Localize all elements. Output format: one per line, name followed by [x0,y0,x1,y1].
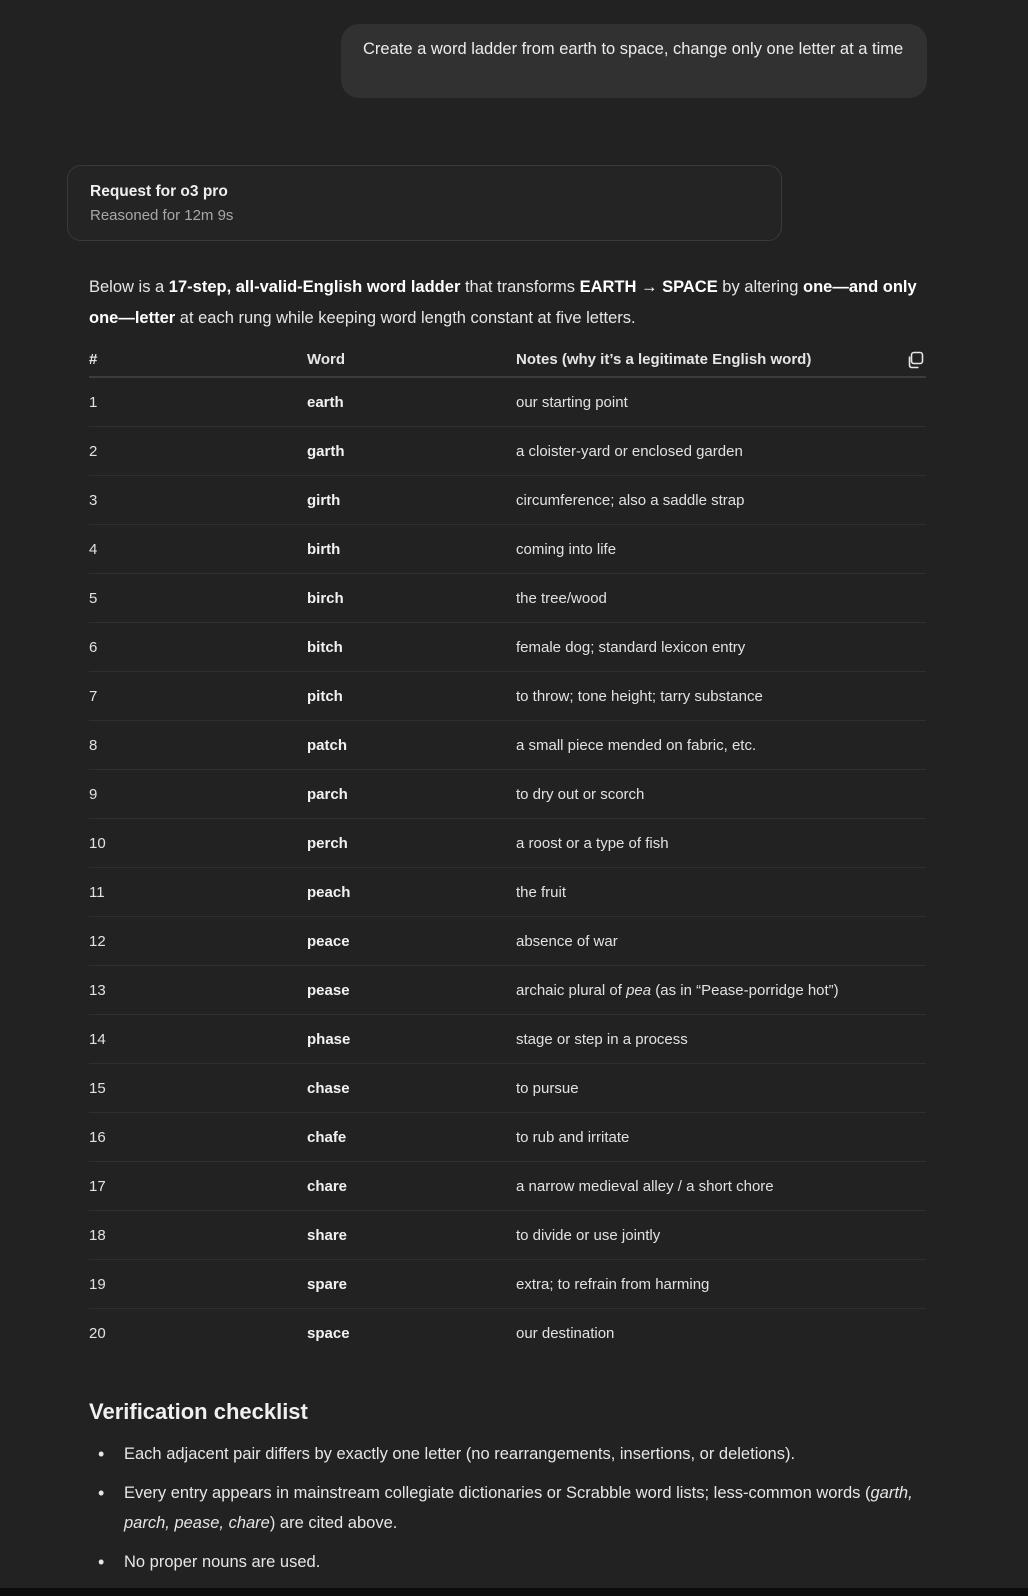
table-row [89,476,926,525]
note-text: (as in “Pease-porridge hot”) [651,981,839,999]
row-number: 5 [89,589,98,607]
table-row [89,525,926,574]
row-word: girth [307,491,341,509]
row-word: birth [307,540,341,558]
intro-text: at each rung while keeping word length constant at five letters. [175,309,636,327]
table-row [89,819,926,868]
row-number: 14 [89,1030,106,1048]
row-word: space [307,1324,350,1342]
intro-bold-one-letter: one—and only one—letter [89,278,917,327]
checklist-emphasis: garth, parch, pease, chare [124,1484,913,1532]
row-note: to pursue [516,1079,579,1097]
row-number: 8 [89,736,98,754]
intro-bold-ladder: 17-step, all-valid-English word ladder [168,278,461,296]
row-word: peach [307,883,351,901]
table-row [89,672,926,721]
note-text: archaic plural of [516,981,627,999]
row-word: patch [307,736,348,754]
row-note: female dog; standard lexicon entry [516,638,746,656]
row-number: 6 [89,638,98,656]
table-row [89,966,926,1015]
row-word: spare [307,1275,348,1293]
row-number: 19 [89,1275,106,1293]
row-number: 9 [89,785,98,803]
row-note [516,982,926,999]
table-row [89,1309,926,1357]
row-number: 12 [89,932,106,950]
table-row [89,1113,926,1162]
table-row [89,1064,926,1113]
row-note: to throw; tone height; tarry substance [516,687,763,705]
reasoning-title: Request for o3 pro [90,183,228,200]
row-word: share [307,1226,348,1244]
user-message-bubble [341,24,927,98]
table-row [89,378,926,427]
table-row [89,721,926,770]
row-word: garth [307,442,345,460]
header-notes: Notes (why it’s a legitimate English word) [516,351,812,368]
table-row [89,868,926,917]
table-row [89,1162,926,1211]
row-note: absence of war [516,932,618,950]
table-row [89,917,926,966]
row-word: earth [307,393,344,411]
row-note: to divide or use jointly [516,1226,661,1244]
table-row [89,427,926,476]
row-note: circumference; also a saddle strap [516,491,745,509]
row-note: coming into life [516,540,617,558]
row-number: 15 [89,1079,106,1097]
row-word: chase [307,1079,350,1097]
row-note: the tree/wood [516,589,607,607]
copy-icon[interactable] [904,349,926,371]
table-header [89,343,926,378]
row-number: 16 [89,1128,106,1146]
user-message-text: Create a word ladder from earth to space, change only one letter at a time [363,40,904,58]
reasoning-duration: Reasoned for 12m 9s [90,207,234,224]
row-word: pease [307,981,350,999]
table-row [89,770,926,819]
intro-text: by altering [717,278,803,296]
row-number: 17 [89,1177,106,1195]
row-note: a cloister-yard or enclosed garden [516,442,743,460]
row-word: parch [307,785,348,803]
row-word: chare [307,1177,348,1195]
row-note: a small piece mended on fabric, etc. [516,736,757,754]
row-number: 3 [89,491,98,509]
row-note: a narrow medieval alley / a short chore [516,1177,774,1195]
row-note: our starting point [516,393,628,411]
copy-icon-glyph [906,351,924,369]
row-word: peace [307,932,350,950]
row-number: 7 [89,687,98,705]
row-note: to rub and irritate [516,1128,630,1146]
row-number: 10 [89,834,106,852]
row-note: stage or step in a process [516,1030,688,1048]
header-word: Word [307,351,346,368]
intro-text: Below is a [89,278,169,296]
table-row [89,623,926,672]
row-note: a roost or a type of fish [516,834,669,852]
intro-text: that transforms [460,278,580,296]
row-number: 1 [89,393,98,411]
checklist-item: • No proper nouns are used. [89,1547,919,1577]
row-word: phase [307,1030,351,1048]
row-note: extra; to refrain from harming [516,1275,710,1293]
row-word: chafe [307,1128,347,1146]
bottom-edge [0,1588,1028,1596]
table-row [89,574,926,623]
row-number: 20 [89,1324,106,1342]
row-number: 18 [89,1226,106,1244]
row-word: bitch [307,638,343,656]
checklist-item: • Each adjacent pair differs by exactly one letter (no rearrangements, insertions, or deletions). [89,1439,919,1469]
checklist-item [89,1478,919,1538]
intro-bold-earth-space: EARTH → SPACE [579,278,718,296]
checklist-list [89,1439,919,1586]
table-row [89,1015,926,1064]
row-number: 11 [89,883,105,901]
row-word: perch [307,834,348,852]
table-row [89,1211,926,1260]
checklist-text: ) are cited above. [269,1514,398,1532]
intro-paragraph [89,272,934,334]
row-note: our destination [516,1324,615,1342]
row-word: birch [307,589,344,607]
row-number: 2 [89,442,98,460]
checklist-text: Every entry appears in mainstream collegiate dictionaries or Scrabble word lists; less-common words ( [124,1484,871,1502]
reasoning-card[interactable] [67,165,782,241]
checklist-heading: Verification checklist [89,1399,308,1424]
table-row [89,1260,926,1309]
word-ladder-table [89,343,926,1357]
header-number: # [89,351,98,368]
row-note: the fruit [516,883,567,901]
row-number: 4 [89,540,98,558]
row-word: pitch [307,687,343,705]
note-emphasis: pea [626,981,652,999]
row-number: 13 [89,981,106,999]
row-note: to dry out or scorch [516,785,645,803]
